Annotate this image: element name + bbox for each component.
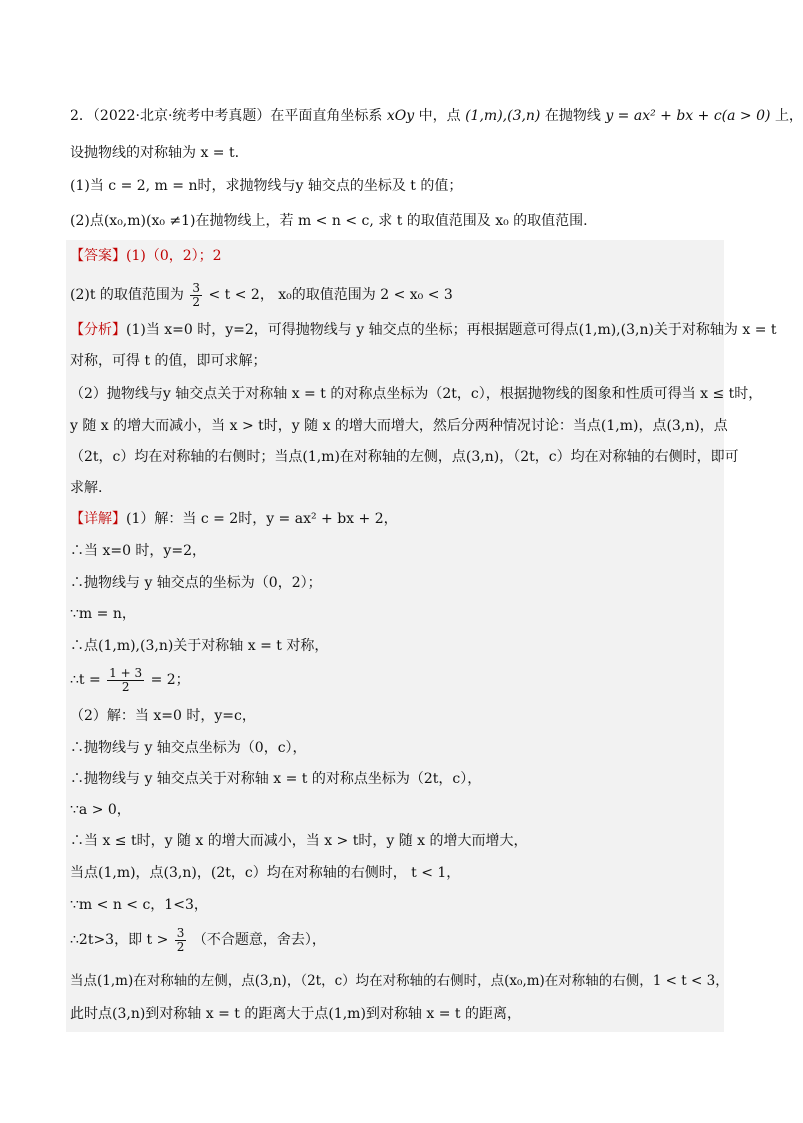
answer-part-2-prefix: (2)t 的取值范围为 <box>70 287 184 303</box>
question-part-1: (1)当 c = 2, m = n时，求抛物线与y 轴交点的坐标及 t 的值； <box>70 178 463 194</box>
parabola-equation: y = ax² + bx + c(a > 0) <box>605 108 771 124</box>
answer-label: 【答案】 <box>70 248 126 264</box>
question-part-2: (2)点(x₀,m)(x₀ ≠1)在抛物线上，若 m < n < c, 求 t 的取值范围及 x₀ 的取值范围. <box>70 213 588 229</box>
analysis-line-3: （2）抛物线与y 轴交点关于对称轴 x = t 的对称点坐标为（2t，c），根据抛物线的图象和性质可得当 x ≤ t时， <box>70 386 763 402</box>
detail-line-2: ∴当 x=0 时，y=2， <box>70 543 206 559</box>
detail-line-7: （2）解：当 x=0 时，y=c， <box>70 708 256 724</box>
detail-line-5: ∴点(1,m),(3,n)关于对称轴 x = t 对称， <box>70 638 329 654</box>
question-line-2: 设抛物线的对称轴为 x = t. <box>70 145 240 161</box>
question-prefix: 2．（2022·北京·统考中考真题）在平面直角坐标系 <box>70 108 383 124</box>
coord-system: xOy <box>386 108 415 124</box>
analysis-line-2: 对称，可得 t 的值，即可求解； <box>70 353 267 369</box>
question-on-parabola: 在抛物线 <box>544 108 601 124</box>
detail-line-4: ∵m = n， <box>70 606 136 622</box>
analysis-label: 【分析】 <box>70 322 126 338</box>
detail-line-8: ∴抛物线与 y 轴交点坐标为（0，c）， <box>70 740 307 756</box>
detail-label: 【详解】 <box>70 511 126 527</box>
question-points: (1,m),(3,n) <box>465 108 541 124</box>
analysis-line-6: 求解. <box>70 480 103 496</box>
question-line-1 <box>70 106 803 126</box>
answer-line-1 <box>70 246 222 266</box>
detail-line-1: 【详解】(1）解：当 c = 2时，y = ax² + bx + 2， <box>70 511 398 527</box>
analysis-line-4: y 随 x 的增大而减小，当 x > t时，y 随 x 的增大而增大，然后分两种情况讨论：当点(1,m)，点(3,n)，点 <box>70 418 728 434</box>
detail-line-14: ∴2t>3，即 t > $\frac{3}{2}$ （不合题意，舍去）， <box>70 925 326 954</box>
detail-line-9: ∴抛物线与 y 轴交点关于对称轴 x = t 的对称点坐标为（2t，c）， <box>70 771 482 787</box>
answer-line-2 <box>70 280 453 310</box>
fraction-three-halves: $\frac{3}{2}$ <box>192 280 201 309</box>
detail-line-16: 此时点(3,n)到对称轴 x = t 的距离大于点(1,m)到对称轴 x = t 的距离， <box>70 1006 521 1022</box>
detail-line-11: ∴当 x ≤ t时，y 随 x 的增大而减小，当 x > t时，y 随 x 的增大而增大， <box>70 833 528 849</box>
answer-part-1: (1)（0，2）；2 <box>126 248 222 264</box>
detail-line-12: 当点(1,m)，点(3,n)，(2t，c）均在对称轴的右侧时， t < 1， <box>70 865 461 881</box>
question-mid: 中，点 <box>418 108 461 124</box>
detail-line-15: 当点(1,m)在对称轴的左侧，点(3,n)，（2t，c）均在对称轴的右侧时，点(x₀,m)在对称轴的右侧，1 < t < 3， <box>70 973 729 989</box>
detail-line-6: ∴t = $\frac{1 + 3}{2}$ = 2； <box>70 665 190 694</box>
analysis-line-5: （2t，c）均在对称轴的右侧时；当点(1,m)在对称轴的左侧，点(3,n)，（2t，c）均在对称轴的右侧时，即可 <box>70 449 739 465</box>
fraction-one-plus-three-over-two: $\frac{1 + 3}{2}$ <box>109 665 143 694</box>
detail-line-13: ∵m < n < c，1<3， <box>70 897 208 913</box>
fraction-three-halves-2: $\frac{3}{2}$ <box>176 925 185 954</box>
answer-part-2-suffix: < t < 2， x₀的取值范围为 2 < x₀ < 3 <box>208 287 453 303</box>
analysis-line-1: 【分析】(1)当 x=0 时，y=2，可得抛物线与 y 轴交点的坐标；再根据题意可得点(1,m),(3,n)关于对称轴为 x = t <box>70 322 777 338</box>
question-suffix: 上， <box>774 108 803 124</box>
detail-line-3: ∴抛物线与 y 轴交点的坐标为（0，2）； <box>70 575 322 591</box>
detail-line-10: ∵a > 0， <box>70 802 131 818</box>
